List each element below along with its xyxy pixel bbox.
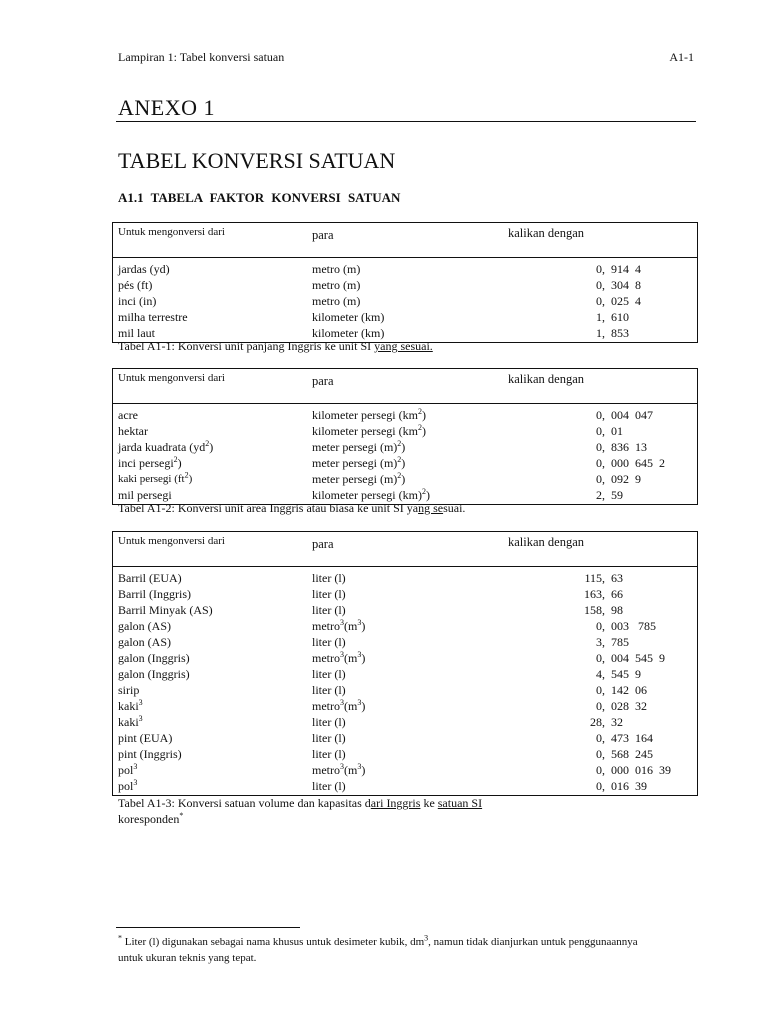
cell-to-unit: liter (l) xyxy=(312,571,346,585)
table-row xyxy=(113,650,697,666)
cell-from-unit: galon (Inggris) xyxy=(118,667,190,681)
cell-factor-decimals: 785 xyxy=(611,635,629,649)
col-header-to: para xyxy=(312,537,334,551)
cell-from-unit: jardas (yd) xyxy=(118,262,170,276)
cell-factor-decimals: 016 39 xyxy=(611,779,647,793)
cell-factor-integer: 158, xyxy=(584,603,605,617)
table-row xyxy=(113,570,697,586)
cell-to-unit: kilometer persegi $(km^2)$ xyxy=(312,423,426,438)
cell-to-unit: $metro^3(m^3)$ xyxy=(312,698,366,713)
table-caption: Tabel A1-2: Konversi unit area Inggris atau biasa ke unit SI yang sesuai. xyxy=(118,501,466,515)
cell-to-unit: meter persegi $(m)^2$) xyxy=(312,471,406,486)
cell-factor-integer: 0, xyxy=(596,440,605,454)
page-number: A1-1 xyxy=(669,50,694,64)
cell-factor-decimals: 473 164 xyxy=(611,731,653,745)
cell-to-unit: liter (l) xyxy=(312,587,346,601)
cell-to-unit: kilometer persegi $(km^2)$ xyxy=(312,407,426,422)
cell-factor-decimals: 004 047 xyxy=(611,408,653,422)
col-header-to: para xyxy=(312,374,334,388)
cell-to-unit: liter (l) xyxy=(312,683,346,697)
table-header xyxy=(113,369,697,404)
cell-factor-decimals: 914 4 xyxy=(611,262,641,276)
cell-factor-decimals: 004 545 9 xyxy=(611,651,665,665)
cell-to-unit: metro (m) xyxy=(312,278,361,292)
table-row xyxy=(113,261,697,277)
cell-to-unit: $metro^3(m^3)$ xyxy=(312,618,366,633)
cell-factor-decimals: 32 xyxy=(611,715,623,729)
cell-factor-decimals: 000 645 2 xyxy=(611,456,665,470)
cell-factor-integer: 0, xyxy=(596,472,605,486)
col-header-multiply: kalikan dengan xyxy=(508,372,585,386)
cell-factor-decimals: 98 xyxy=(611,603,623,617)
cell-factor-decimals: 610 xyxy=(611,310,629,324)
col-header-to: para xyxy=(312,228,334,242)
table-row xyxy=(113,618,697,634)
cell-factor-integer: 0, xyxy=(596,683,605,697)
table-row xyxy=(113,602,697,618)
cell-to-unit: metro (m) xyxy=(312,262,361,276)
table-header xyxy=(113,532,697,567)
col-header-multiply: kalikan dengan xyxy=(508,535,585,549)
table-row xyxy=(113,682,697,698)
cell-from-unit: inci (in) xyxy=(118,294,157,308)
col-header-from: Untuk mengonversi dari xyxy=(118,372,225,384)
cell-factor-decimals: 66 xyxy=(611,587,623,601)
cell-factor-decimals: 003 785 xyxy=(611,619,656,633)
table-row xyxy=(113,634,697,650)
col-header-multiply: kalikan dengan xyxy=(508,226,585,240)
cell-to-unit: kilometer persegi (km)$^2$) xyxy=(312,487,430,502)
cell-from-unit: jarda kuadrata $(yd^2)$ xyxy=(118,439,214,454)
cell-factor-integer: 0, xyxy=(596,408,605,422)
heading-rule xyxy=(116,121,696,122)
cell-from-unit: pés (ft) xyxy=(118,278,153,292)
cell-to-unit: meter persegi $(m)^2$) xyxy=(312,439,406,454)
col-header-from: Untuk mengonversi dari xyxy=(118,535,225,547)
cell-factor-decimals: 01 xyxy=(611,424,623,438)
cell-from-unit: pint (EUA) xyxy=(118,731,173,745)
table-row xyxy=(113,778,697,794)
table-area xyxy=(112,368,698,505)
cell-factor-integer: 0, xyxy=(596,731,605,745)
cell-factor-decimals: 028 32 xyxy=(611,699,647,713)
table-caption: Tabel A1-3: Konversi satuan volume dan kapasitas dari Inggris ke satuan SI koresponden* xyxy=(118,796,483,826)
cell-to-unit: liter (l) xyxy=(312,731,346,745)
cell-from-unit: pint (Inggris) xyxy=(118,747,182,761)
cell-factor-decimals: 545 9 xyxy=(611,667,641,681)
table-row xyxy=(113,293,697,309)
page-title: TABEL KONVERSI SATUAN xyxy=(118,148,396,173)
table-row xyxy=(113,666,697,682)
cell-factor-integer: 1, xyxy=(596,326,605,340)
cell-from-unit: Barril Minyak (AS) xyxy=(118,603,213,617)
cell-factor-integer: 0, xyxy=(596,278,605,292)
cell-factor-integer: 0, xyxy=(596,619,605,633)
cell-factor-decimals: 025 4 xyxy=(611,294,641,308)
section-heading: A1.1 TABELA FAKTOR KONVERSI SATUAN xyxy=(118,190,401,205)
cell-factor-integer: 0, xyxy=(596,456,605,470)
cell-from-unit: pol$^3$ xyxy=(118,762,138,777)
cell-from-unit: sirip xyxy=(118,683,140,697)
annex-heading: ANEXO 1 xyxy=(118,95,215,120)
table-row xyxy=(113,586,697,602)
table-row xyxy=(113,455,697,471)
footnote: * Liter (l) digunakan sebagai nama khusus untuk desimeter kubik, $dm^3$, namun tidak dianjurkan untuk penggunaannya untuk ukuran teknis yang tepat. xyxy=(118,933,638,964)
cell-to-unit: meter persegi $(m)^2$) xyxy=(312,455,406,470)
cell-to-unit: $metro^3(m^3)$ xyxy=(312,762,366,777)
table-row xyxy=(113,309,697,325)
cell-from-unit: acre xyxy=(118,408,138,422)
cell-factor-integer: 3, xyxy=(596,635,605,649)
cell-from-unit: mil persegi xyxy=(118,488,172,502)
cell-factor-integer: 0, xyxy=(596,763,605,777)
table-row xyxy=(113,277,697,293)
cell-to-unit: kilometer (km) xyxy=(312,326,385,340)
table-body xyxy=(113,404,697,504)
cell-from-unit: galon (AS) xyxy=(118,619,171,633)
cell-from-unit: kaki$^3$ xyxy=(118,698,143,713)
cell-to-unit: $metro^3(m^3)$ xyxy=(312,650,366,665)
cell-factor-decimals: 59 xyxy=(611,488,623,502)
table-row xyxy=(113,439,697,455)
table-body xyxy=(113,567,697,795)
cell-to-unit: liter (l) xyxy=(312,667,346,681)
table-caption: Tabel A1-1: Konversi unit panjang Inggris ke unit SI yang sesuai. xyxy=(118,339,433,353)
cell-factor-integer: 0, xyxy=(596,699,605,713)
cell-factor-integer: 4, xyxy=(596,667,605,681)
table-body xyxy=(113,258,697,342)
cell-from-unit: kaki persegi $(ft^2)$ xyxy=(118,470,193,485)
table-row xyxy=(113,746,697,762)
cell-from-unit: inci persegi$^2$) xyxy=(118,455,182,470)
table-row xyxy=(113,698,697,714)
cell-from-unit: galon (Inggris) xyxy=(118,651,190,665)
cell-factor-decimals: 568 245 xyxy=(611,747,653,761)
cell-factor-integer: 28, xyxy=(590,715,605,729)
cell-to-unit: liter (l) xyxy=(312,779,346,793)
table-volume xyxy=(112,531,698,796)
cell-from-unit: kaki$^3$ xyxy=(118,714,143,729)
cell-factor-integer: 1, xyxy=(596,310,605,324)
cell-to-unit: liter (l) xyxy=(312,715,346,729)
cell-factor-decimals: 836 13 xyxy=(611,440,647,454)
col-header-from: Untuk mengonversi dari xyxy=(118,226,225,238)
cell-factor-decimals: 092 9 xyxy=(611,472,641,486)
cell-factor-integer: 0, xyxy=(596,747,605,761)
footnote-rule xyxy=(116,927,300,928)
cell-to-unit: liter (l) xyxy=(312,635,346,649)
cell-factor-integer: 0, xyxy=(596,424,605,438)
cell-factor-decimals: 63 xyxy=(611,571,623,585)
cell-factor-integer: 0, xyxy=(596,651,605,665)
cell-factor-integer: 0, xyxy=(596,294,605,308)
cell-factor-integer: 163, xyxy=(584,587,605,601)
cell-to-unit: liter (l) xyxy=(312,603,346,617)
table-row xyxy=(113,762,697,778)
cell-from-unit: galon (AS) xyxy=(118,635,171,649)
cell-factor-decimals: 853 xyxy=(611,326,629,340)
table-row xyxy=(113,714,697,730)
cell-factor-integer: 0, xyxy=(596,262,605,276)
table-row xyxy=(113,423,697,439)
cell-factor-decimals: 304 8 xyxy=(611,278,641,292)
cell-from-unit: Barril (Inggris) xyxy=(118,587,191,601)
cell-factor-decimals: 142 06 xyxy=(611,683,647,697)
cell-factor-decimals: 000 016 39 xyxy=(611,763,671,777)
cell-from-unit: Barril (EUA) xyxy=(118,571,182,585)
running-header-title: Lampiran 1: Tabel konversi satuan xyxy=(118,50,285,64)
cell-factor-integer: 2, xyxy=(596,488,605,502)
cell-factor-integer: 0, xyxy=(596,779,605,793)
table-row xyxy=(113,471,697,487)
table-header xyxy=(113,223,697,258)
cell-to-unit: liter (l) xyxy=(312,747,346,761)
table-row xyxy=(113,730,697,746)
cell-from-unit: hektar xyxy=(118,424,148,438)
cell-to-unit: kilometer (km) xyxy=(312,310,385,324)
table-row xyxy=(113,407,697,423)
table-length xyxy=(112,222,698,343)
cell-from-unit: mil laut xyxy=(118,326,155,340)
cell-to-unit: metro (m) xyxy=(312,294,361,308)
cell-from-unit: pol$^3$ xyxy=(118,778,138,793)
cell-from-unit: milha terrestre xyxy=(118,310,188,324)
cell-factor-integer: 115, xyxy=(584,571,605,585)
